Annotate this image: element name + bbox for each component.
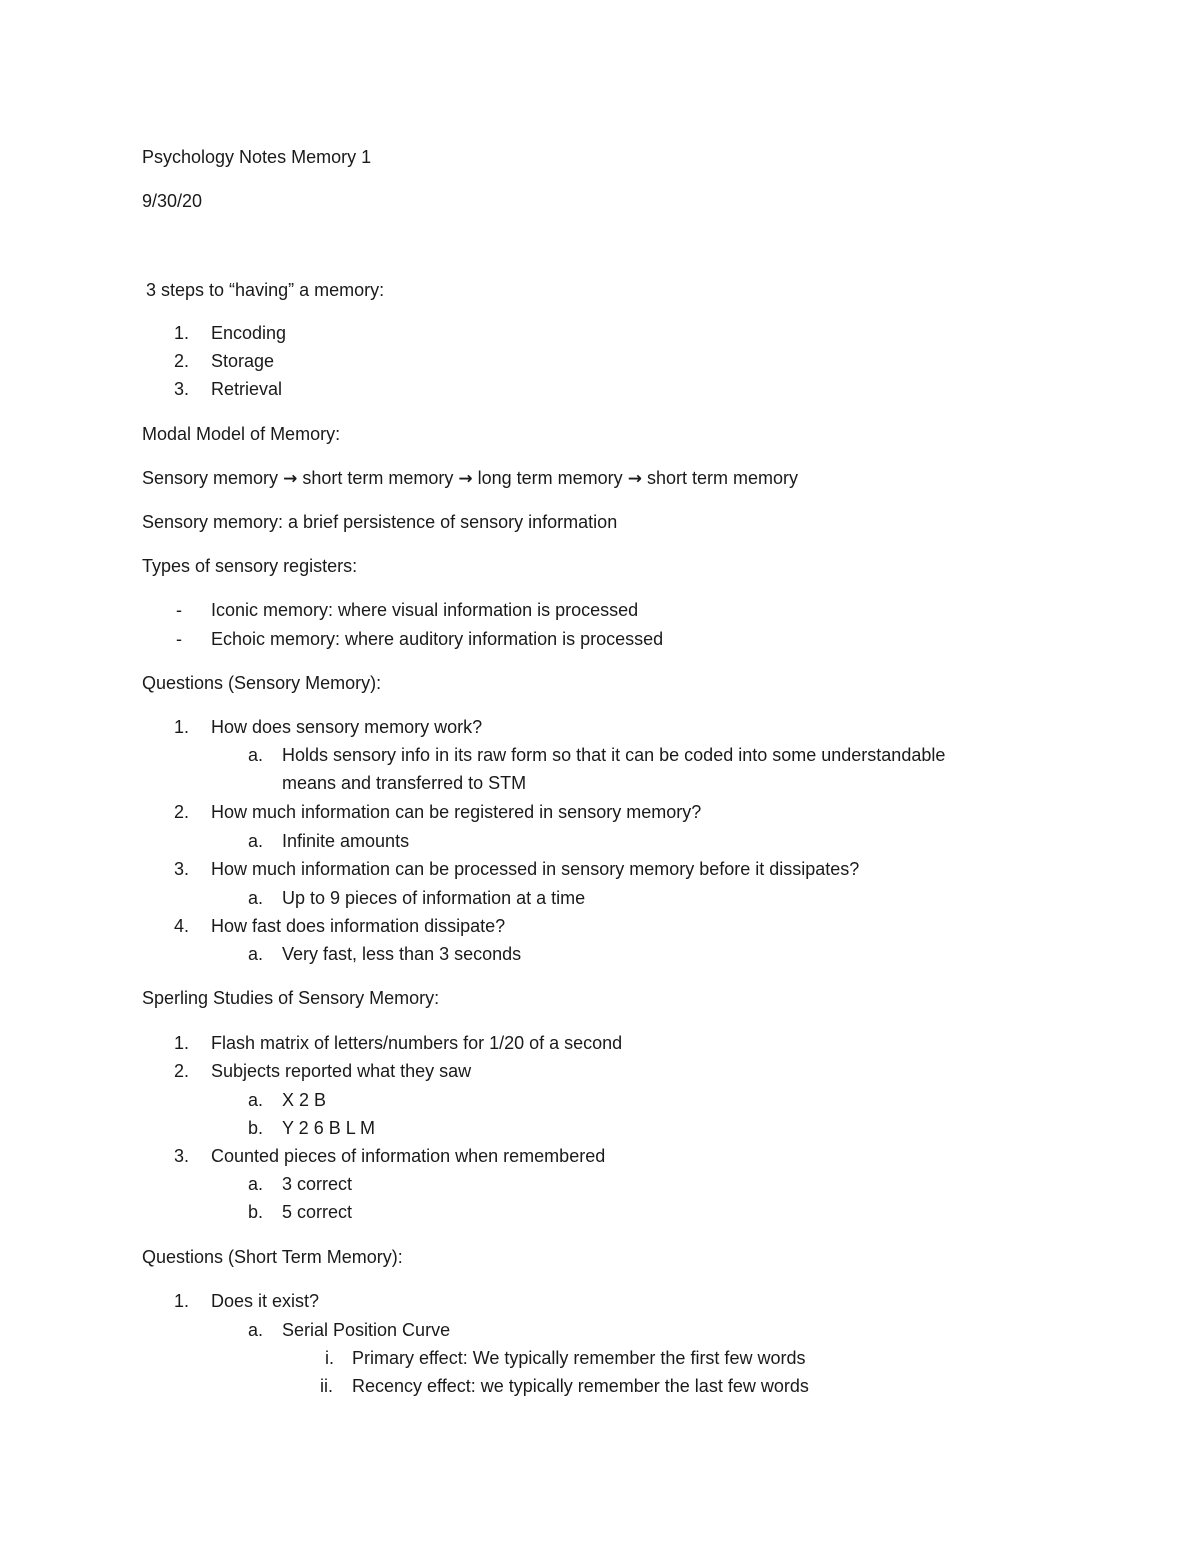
answer-item: Very fast, less than 3 seconds (282, 944, 522, 964)
sub-marker: a. (248, 1174, 264, 1194)
list-number: 4. (174, 916, 190, 936)
list-number: 1. (174, 1033, 190, 1053)
question-item: How much information can be registered in sensory memory? (211, 802, 702, 822)
steps-heading: 3 steps to “having” a memory: (146, 280, 385, 300)
list-number: 3. (174, 1146, 190, 1166)
sub-sub-item: Primary effect: We typically remember the first few words (352, 1348, 806, 1368)
answer-item: Up to 9 pieces of information at a time (282, 888, 586, 908)
sub-item: 3 correct (282, 1174, 353, 1194)
bullet-dash: - (176, 629, 182, 649)
document-date: 9/30/20 (142, 191, 203, 211)
list-number: 2. (174, 351, 190, 371)
sub-marker: a. (248, 944, 264, 964)
flow-step: short term memory (302, 468, 454, 488)
question-item: How much information can be processed in sensory memory before it dissipates? (211, 859, 860, 879)
sperling-heading: Sperling Studies of Sensory Memory: (142, 988, 440, 1008)
list-number: 2. (174, 1061, 190, 1081)
question-item: How does sensory memory work? (211, 717, 483, 737)
answer-item: Holds sensory info in its raw form so that it can be coded into some understandable (282, 745, 946, 765)
flow-step: short term memory (646, 468, 798, 488)
list-number: 3. (174, 379, 190, 399)
sub-sub-item: Recency effect: we typically remember the last few words (352, 1376, 809, 1396)
list-item: Retrieval (211, 379, 283, 399)
sub-marker: a. (248, 1320, 264, 1340)
list-number: 3. (174, 859, 190, 879)
question-item: How fast does information dissipate? (211, 916, 506, 936)
sub-item: Y 2 6 B L M (282, 1118, 376, 1138)
sensory-definition: Sensory memory: a brief persistence of sensory information (142, 512, 618, 532)
modal-flow (142, 467, 798, 490)
arrow-right-icon: → (283, 469, 298, 489)
answer-item: Infinite amounts (282, 831, 410, 851)
list-item: Counted pieces of information when remembered (211, 1146, 606, 1166)
sub-marker: b. (248, 1202, 264, 1222)
sub-item: 5 correct (282, 1202, 353, 1222)
registers-heading: Types of sensory registers: (142, 556, 358, 576)
list-number: 1. (174, 323, 190, 343)
flow-step: long term memory (477, 468, 623, 488)
sub-item: X 2 B (282, 1090, 327, 1110)
list-number: 1. (174, 717, 190, 737)
list-item: Echoic memory: where auditory information is processed (211, 629, 664, 649)
list-item: Storage (211, 351, 275, 371)
list-number: 1. (174, 1291, 190, 1311)
modal-heading: Modal Model of Memory: (142, 424, 341, 444)
sub-marker: a. (248, 831, 264, 851)
q-sensory-heading: Questions (Sensory Memory): (142, 673, 382, 693)
list-item: Iconic memory: where visual information is processed (211, 600, 639, 620)
sub-marker: a. (248, 1090, 264, 1110)
list-number: 2. (174, 802, 190, 822)
sub-marker: a. (248, 888, 264, 908)
q-stm-heading: Questions (Short Term Memory): (142, 1247, 403, 1267)
document-title: Psychology Notes Memory 1 (142, 147, 372, 167)
list-item: Encoding (211, 323, 287, 343)
list-item: Flash matrix of letters/numbers for 1/20 of a second (211, 1033, 623, 1053)
bullet-dash: - (176, 600, 182, 620)
list-item: Subjects reported what they saw (211, 1061, 472, 1081)
sub-marker: a. (248, 745, 264, 765)
arrow-right-icon: → (458, 469, 473, 489)
sub-marker: b. (248, 1118, 264, 1138)
arrow-right-icon: → (627, 469, 642, 489)
roman-marker: ii. (320, 1376, 333, 1396)
question-item: Does it exist? (211, 1291, 320, 1311)
flow-step: Sensory memory (142, 468, 279, 488)
sub-item: Serial Position Curve (282, 1320, 451, 1340)
roman-marker: i. (325, 1348, 334, 1368)
answer-item-continued: means and transferred to STM (282, 773, 527, 793)
